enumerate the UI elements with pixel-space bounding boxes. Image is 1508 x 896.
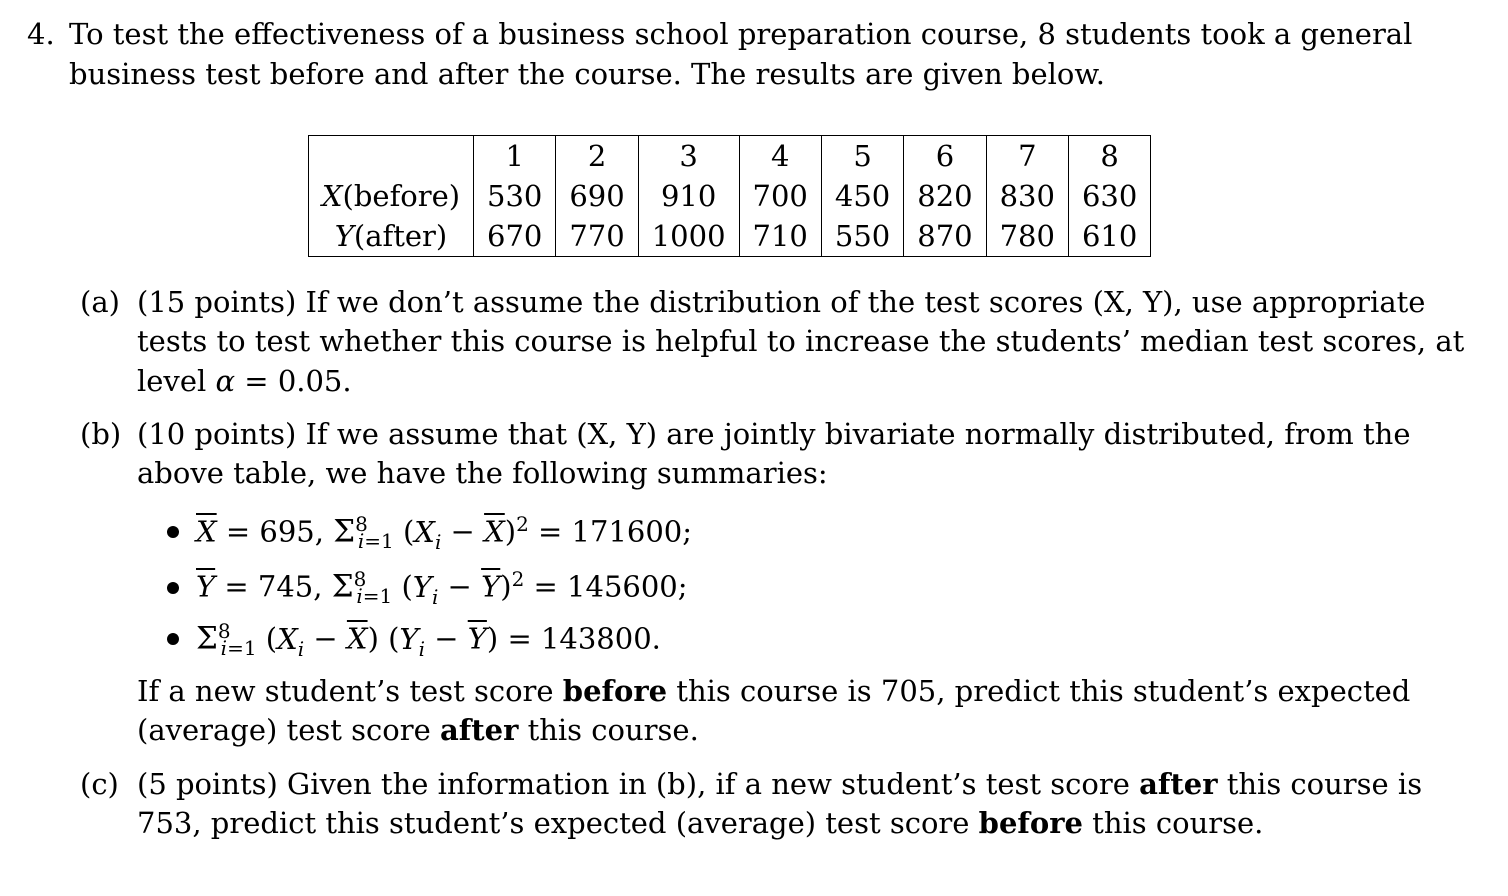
part-c-label: (c)	[80, 767, 119, 801]
part-c-line1: (5 points) Given the information in (b), if a new student’s test score after this course is	[137, 767, 1423, 801]
table-cell: 830	[986, 176, 1068, 216]
problem-intro-line2: business test before and after the course. The results are given below.	[69, 57, 1105, 91]
student-index-cell: 2	[556, 136, 638, 177]
table-cell: 550	[821, 216, 903, 257]
bullet-dot	[167, 526, 179, 538]
table-cell: 670	[474, 216, 556, 257]
table-header-row	[309, 136, 1151, 177]
alpha-symbol: α	[215, 364, 236, 398]
part-a-label: (a)	[80, 285, 120, 319]
table-cell: 770	[556, 216, 638, 257]
table-cell: 610	[1068, 216, 1150, 257]
student-index-cell: 6	[904, 136, 986, 177]
table-corner-cell	[309, 136, 474, 177]
table-cell: 690	[556, 176, 638, 216]
student-index-cell: 1	[474, 136, 556, 177]
part-b-line1: (10 points) If we assume that (X, Y) are jointly bivariate normally distributed, from the	[137, 417, 1411, 451]
student-index-cell: 5	[821, 136, 903, 177]
table-row-before	[309, 176, 1151, 216]
table-cell: 700	[739, 176, 821, 216]
summary-x: $\overline{X} = 695$, $\Sigma^8_{i=1}$ $(X_i - \overline{X})^2 = 171600$;	[196, 512, 693, 554]
table-cell: 910	[638, 176, 739, 216]
bullet-dot	[167, 633, 179, 645]
table-cell: 530	[474, 176, 556, 216]
problem-number: 4.	[27, 17, 55, 51]
table-cell: 1000	[638, 216, 739, 257]
table-cell: 710	[739, 216, 821, 257]
row-label-after: Y(after)	[309, 216, 474, 257]
part-a-line1: (15 points) If we don’t assume the distribution of the test scores (X, Y), use appropriate	[137, 285, 1426, 319]
student-index-cell: 4	[739, 136, 821, 177]
summary-y: $\overline{Y} = 745$, $\Sigma^8_{i=1}$ $(Y_i - \overline{Y})^2 = 145600$;	[196, 567, 688, 609]
part-c-line2: 753, predict this student’s expected (average) test score before this course.	[137, 806, 1264, 840]
student-index-cell: 8	[1068, 136, 1150, 177]
part-a-line3: level α = 0.05.	[137, 364, 352, 398]
student-index-cell: 3	[638, 136, 739, 177]
problem-intro-line1: To test the effectiveness of a business school preparation course, 8 students took a general	[69, 17, 1413, 51]
part-b-label: (b)	[80, 417, 122, 451]
table-cell: 780	[986, 216, 1068, 257]
table-cell: 630	[1068, 176, 1150, 216]
row-label-before: X(before)	[309, 176, 474, 216]
table-row-after	[309, 216, 1151, 257]
part-b-question-line2: (average) test score after this course.	[137, 713, 699, 747]
part-b-question-line1: If a new student’s test score before this course is 705, predict this student’s expected	[137, 674, 1411, 708]
table-cell: 870	[904, 216, 986, 257]
student-index-cell: 7	[986, 136, 1068, 177]
table-cell: 820	[904, 176, 986, 216]
table-cell: 450	[821, 176, 903, 216]
summary-xy: $\Sigma^8_{i=1}$ $(X_i - \overline{X}) (Y_i - \overline{Y}) = 143800$.	[196, 619, 661, 661]
scores-table	[308, 135, 1151, 257]
part-a-line2: tests to test whether this course is helpful to increase the students’ median test scores, at	[137, 324, 1465, 358]
part-b-line2: above table, we have the following summaries:	[137, 456, 828, 490]
bullet-dot	[167, 582, 179, 594]
